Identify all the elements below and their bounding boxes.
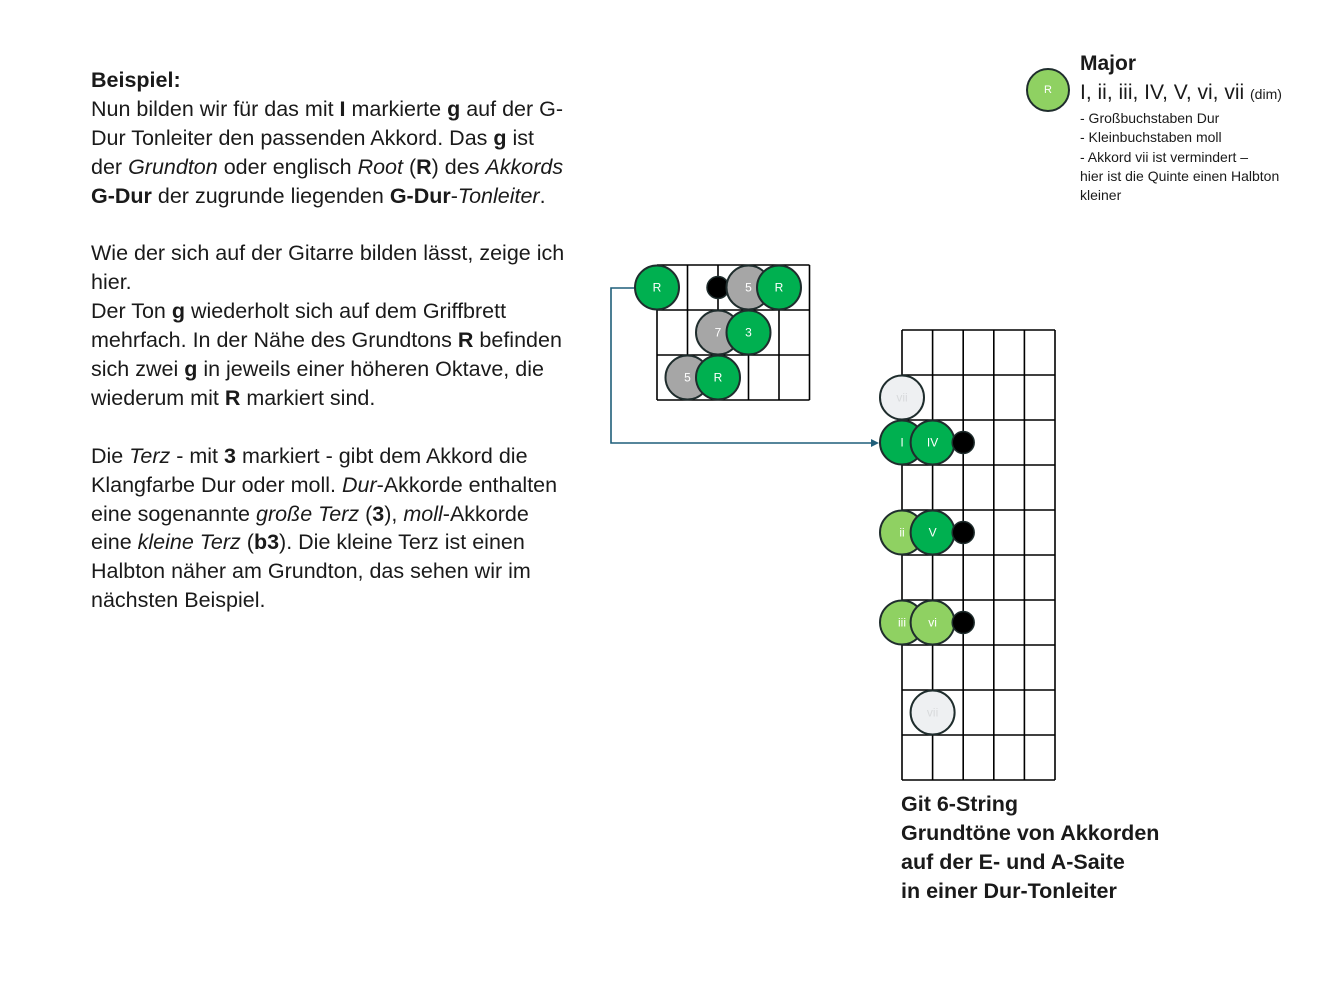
- note-label: R: [774, 280, 784, 295]
- note-marker: [911, 421, 955, 465]
- note-marker: [635, 266, 679, 310]
- legend-note: - Kleinbuchstaben moll: [1080, 129, 1222, 146]
- fret-inlay-dot: [952, 612, 974, 634]
- diagram-caption: [901, 790, 1159, 906]
- note-label: 7: [714, 325, 722, 340]
- paragraph-3: Der Ton g wiederholt sich auf dem Griffbrett mehrfach. In der Nähe des Grundtons R befinden sich zwei g in jeweils einer höheren Oktave, die wiederum mit R markiert sind.: [91, 299, 562, 410]
- note-marker: [880, 376, 924, 420]
- fret-inlay-dot: [952, 522, 974, 544]
- caption-line: in einer Dur-Tonleiter: [901, 879, 1117, 903]
- note-label: 3: [745, 325, 752, 340]
- note-label: R: [652, 280, 662, 295]
- note-marker: [696, 356, 740, 400]
- note-label: iii: [898, 615, 906, 630]
- fret-inlay-dot: [952, 432, 974, 454]
- note-label: vi: [928, 615, 937, 630]
- paragraph-4: Die Terz - mit 3 markiert - gibt dem Akkord die Klangfarbe Dur oder moll. Dur-Akkorde enthalten eine sogenannte große Terz (3), moll-Akkorde eine kleine Terz (b3). Die kleine Terz ist einen Halbton näher am Grundton, das sehen wir im nächsten Beispiel.: [91, 443, 558, 613]
- connector-arrowhead: [871, 439, 879, 447]
- note-label: R: [713, 370, 723, 385]
- legend-degrees: I, ii, iii, IV, V, vi, vii (dim): [1080, 81, 1282, 104]
- caption-line: Git 6-String: [901, 792, 1019, 816]
- note-label: 5: [745, 280, 752, 295]
- legend-note: kleiner: [1080, 187, 1122, 204]
- legend-note: hier ist die Quinte einen Halbton: [1080, 167, 1280, 184]
- note-label: IV: [926, 435, 939, 450]
- chord-markers: [635, 266, 801, 400]
- paragraph-1: Nun bilden wir für das mit I markierte g auf der G-Dur Tonleiter den passenden Akkord. Das g ist der Grundton oder englisch Root (R) des Akkords G-Dur der zugrunde liegenden G-Dur-Tonleiter.: [91, 96, 564, 208]
- paragraph-2: Wie der sich auf der Gitarre bilden lässt, zeige ich hier.: [91, 241, 565, 295]
- legend-root-dot: R: [1026, 68, 1070, 112]
- note-label: V: [928, 525, 937, 540]
- note-label: vii: [896, 390, 908, 405]
- legend-note: - Akkord vii ist vermindert –: [1080, 148, 1249, 165]
- caption-line: Grundtöne von Akkorden: [901, 821, 1160, 845]
- note-label: ii: [899, 525, 905, 540]
- note-marker: [757, 266, 801, 310]
- legend-note: - Großbuchstaben Dur: [1080, 110, 1220, 126]
- note-label: 5: [684, 370, 691, 385]
- legend-title: Major: [1080, 52, 1137, 75]
- note-label: I: [900, 435, 904, 450]
- note-marker: [911, 601, 955, 645]
- note-label: vii: [926, 705, 939, 720]
- note-marker: [911, 511, 955, 555]
- note-marker: [911, 691, 955, 735]
- note-marker: [727, 311, 771, 355]
- example-heading: Beispiel:: [91, 68, 181, 92]
- caption-line: auf der E- und A-Saite: [901, 850, 1125, 874]
